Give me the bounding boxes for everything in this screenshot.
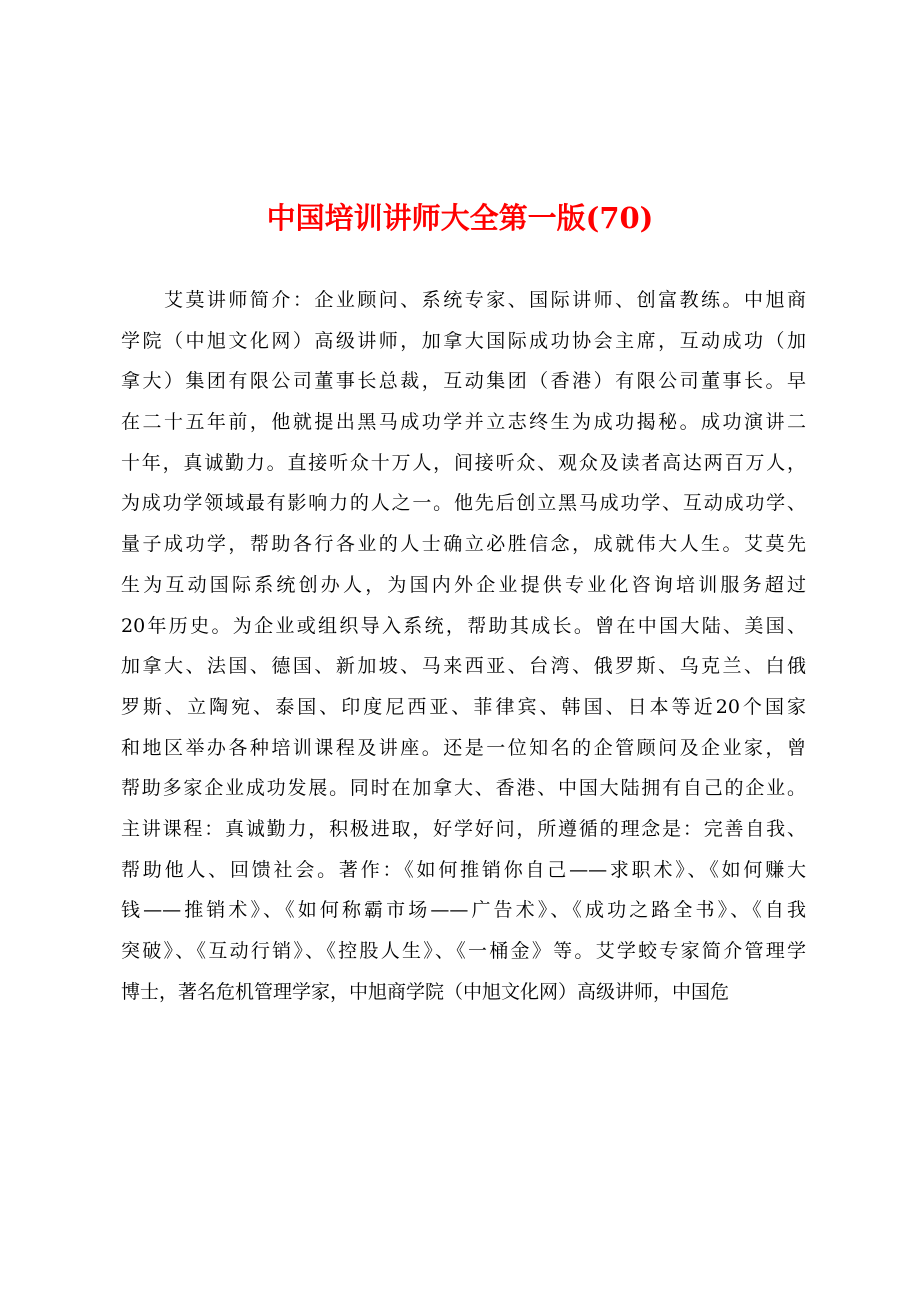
body-line: 十年，真诚勤力。直接听众十万人，间接听众、观众及读者高达两百万人， — [121, 451, 806, 474]
body-line: 帮助多家企业成功发展。同时在加拿大、香港、中国大陆拥有自己的企业。 — [121, 777, 806, 800]
body-line: 艾莫讲师简介：企业顾问、系统专家、国际讲师、创富教练。中旭商 — [121, 289, 806, 311]
body-line: 加拿大、法国、德国、新加坡、马来西亚、台湾、俄罗斯、乌克兰、白俄 — [121, 655, 806, 678]
body-line: 拿大）集团有限公司董事长总裁，互动集团（香港）有限公司董事长。早 — [121, 370, 806, 393]
document-body — [121, 280, 806, 1012]
body-line: 和地区举办各种培训课程及讲座。还是一位知名的企管顾问及企业家，曾 — [121, 736, 806, 759]
body-line: 生为互动国际系统创办人，为国内外企业提供专业化咨询培训服务超过 — [121, 573, 806, 596]
document-title: 中国培训讲师大全第一版(70) — [266, 201, 654, 235]
body-line: 量子成功学，帮助各行各业的人士确立必胜信念，成就伟大人生。艾莫先 — [121, 533, 806, 556]
body-line: 博士，著名危机管理学家，中旭商学院（中旭文化网）高级讲师，中国危 — [121, 980, 730, 1003]
body-line: 为成功学领域最有影响力的人之一。他先后创立黑马成功学、互动成功学、 — [121, 492, 806, 515]
body-line: 主讲课程：真诚勤力，积极进取，好学好问，所遵循的理念是：完善自我、 — [121, 817, 806, 840]
body-line: 罗斯、立陶宛、泰国、印度尼西亚、菲律宾、韩国、日本等近20个国家 — [121, 695, 806, 718]
body-line: 20年历史。为企业或组织导入系统，帮助其成长。曾在中国大陆、美国、 — [121, 614, 806, 637]
body-line: 学院（中旭文化网）高级讲师，加拿大国际成功协会主席，互动成功（加 — [121, 329, 806, 352]
body-line: 突破》、《互动行销》、《控股人生》、《一桶金》等。艾学蛟专家简介管理学 — [121, 940, 806, 962]
body-line: 钱——推销术》、《如何称霸市场——广告术》、《成功之路全书》、《自我 — [121, 899, 806, 922]
body-line: 帮助他人、回馈社会。著作：《如何推销你自己——求职术》、《如何赚大 — [121, 858, 806, 881]
body-line: 在二十五年前，他就提出黑马成功学并立志终生为成功揭秘。成功演讲二 — [121, 411, 806, 434]
